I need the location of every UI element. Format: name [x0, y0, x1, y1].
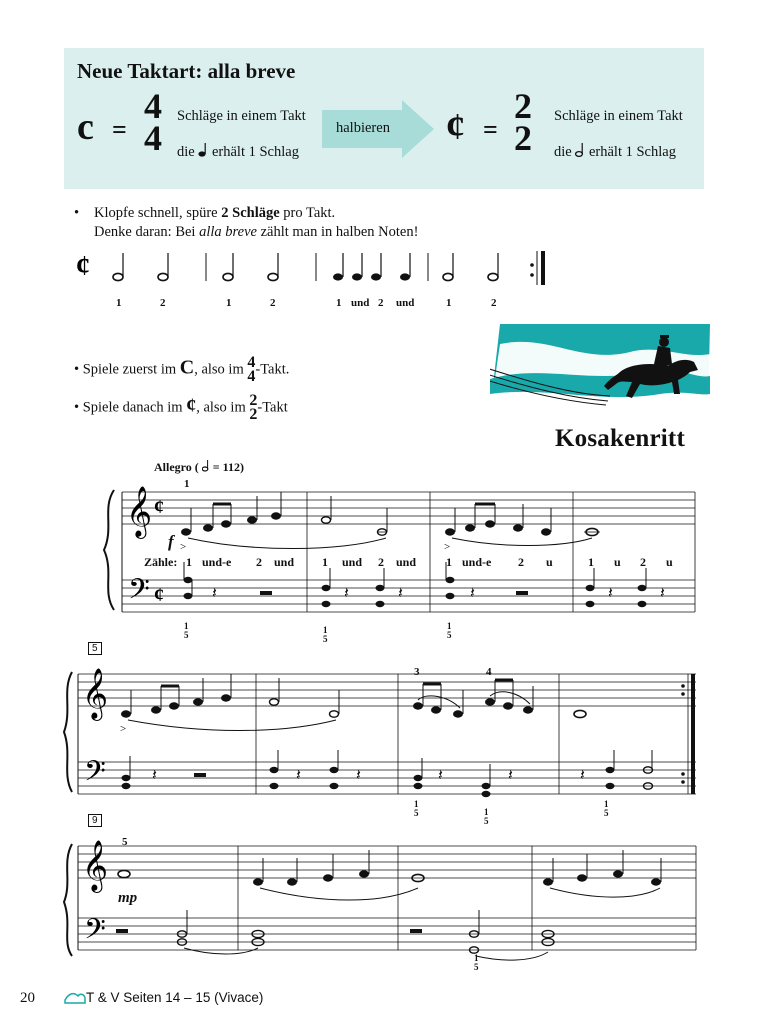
half-note-icon — [575, 142, 585, 158]
counting-row — [144, 555, 177, 570]
common-time-symbol: c — [77, 106, 94, 148]
cv-6: und — [342, 555, 363, 569]
svg-text:𝄽: 𝄽 — [470, 585, 475, 602]
rhythm-cut-time: ¢ — [76, 251, 90, 282]
rhythm-half-1 — [113, 253, 123, 281]
finger-3: 3 — [414, 666, 420, 678]
finger-4: 4 — [486, 666, 492, 678]
svg-text:𝄽: 𝄽 — [356, 767, 361, 784]
instr2-post: zählt man in halben Noten! — [256, 224, 419, 240]
cv-4: und — [274, 555, 295, 569]
svg-text:𝄽: 𝄽 — [438, 767, 443, 784]
svg-text:>: > — [180, 541, 187, 553]
b1-pre: Spiele zuerst im — [82, 361, 177, 378]
svg-text:𝄽: 𝄽 — [508, 767, 513, 784]
equals-sign: = — [112, 115, 127, 144]
rhythm-half-4 — [268, 253, 278, 281]
signature-top-2: 2 — [514, 86, 532, 126]
b2-two-two: 2 2 — [249, 392, 258, 423]
instr1-pre: Klopfe schnell, spüre — [94, 205, 222, 221]
arrow-label: halbieren — [336, 120, 390, 136]
svg-text:>: > — [444, 541, 451, 553]
rc-3: 1 — [226, 297, 232, 309]
svg-text:𝄞: 𝄞 — [82, 669, 109, 718]
signature-bottom-2: 2 — [514, 118, 532, 158]
b2-post: -Takt — [257, 399, 288, 416]
rc-7: 2 — [378, 297, 384, 309]
tempo-marking — [154, 460, 244, 475]
svg-text:𝄞: 𝄞 — [82, 841, 109, 890]
instr2-pre: Denke daran: Bei — [94, 224, 200, 240]
cv-11: 2 — [518, 555, 524, 569]
rhythm-exercise — [70, 245, 560, 295]
cv-12: u — [546, 555, 553, 569]
rc-4: 2 — [270, 297, 276, 309]
finger-stack-5: 1 5 — [484, 807, 489, 826]
rhythm-half-6 — [488, 253, 498, 281]
cv-13: 1 — [588, 555, 594, 569]
rc-10: 2 — [491, 297, 497, 309]
signature-top: 4 — [144, 86, 162, 126]
tempo-half-note-icon — [202, 460, 210, 472]
b1-four-four: 4 4 — [247, 354, 256, 385]
rc-9: 1 — [446, 297, 452, 309]
dynamic-forte: f — [168, 532, 174, 551]
cut-time-symbol: ¢ — [446, 106, 465, 148]
tempo-label: Allegro ( — [154, 460, 199, 474]
finger-stack-2: 1 5 — [323, 625, 328, 644]
cv-8: und — [396, 555, 417, 569]
cv-10: und-e — [462, 555, 492, 569]
svg-text:𝄢: 𝄢 — [84, 915, 106, 952]
rc-6: und — [351, 297, 370, 309]
rhythm-quarter-1 — [333, 253, 343, 281]
cv-16: u — [666, 555, 673, 569]
finger-1: 1 — [184, 478, 190, 490]
instruction-line-2 — [94, 224, 418, 241]
svg-text:𝄽: 𝄽 — [296, 767, 301, 784]
play-first-line: • Spiele zuerst im C, also im 4 4-Takt. — [74, 354, 290, 385]
cv-15: 2 — [640, 555, 646, 569]
svg-text:𝄽: 𝄽 — [660, 585, 665, 602]
beats-text: Schläge in einem Takt — [177, 108, 306, 124]
measure-number-5: 5 — [88, 642, 102, 655]
system-2 — [62, 660, 702, 810]
die-label: die — [177, 144, 195, 160]
die-label-2: die — [554, 144, 572, 160]
cv-14: u — [614, 555, 621, 569]
svg-text:𝄽: 𝄽 — [398, 585, 403, 602]
quarter-note-icon — [198, 142, 208, 158]
svg-text:𝄽: 𝄽 — [344, 585, 349, 602]
four-four-signature — [140, 86, 166, 158]
rhythm-repeat-sign — [530, 251, 545, 285]
cv-9: 1 — [446, 555, 452, 569]
footer-reference: T & V Seiten 14 – 15 (Vivace) — [86, 990, 264, 1005]
rhythm-half-3 — [223, 253, 233, 281]
treble-clef-icon: 𝄞 — [126, 487, 153, 536]
svg-text:𝄢: 𝄢 — [84, 757, 106, 794]
b1-mid: , also im — [194, 361, 244, 378]
half-note-label: erhält 1 Schlag — [588, 144, 676, 160]
cv-1: 1 — [186, 555, 192, 569]
zaehle-label: Zähle: — [144, 555, 178, 569]
two-two-signature — [510, 86, 536, 158]
rhythm-quarter-3 — [371, 253, 381, 281]
rhythm-notes — [113, 251, 545, 285]
b2-cut-symbol: ¢ — [186, 394, 197, 417]
box-title: Neue Taktart: alla breve — [77, 59, 296, 83]
rc-1: 1 — [116, 297, 122, 309]
svg-text:𝄽: 𝄽 — [608, 585, 613, 602]
cv-3: 2 — [256, 555, 262, 569]
beats-text-2: Schläge in einem Takt — [554, 108, 683, 124]
rhythm-quarter-2 — [352, 253, 362, 281]
piece-title: Kosakenritt — [555, 425, 685, 452]
finger-stack-1: 1 5 — [184, 621, 189, 640]
svg-text:¢: ¢ — [154, 496, 164, 518]
companion-book-icon — [64, 991, 86, 1005]
rhythm-half-2 — [158, 253, 168, 281]
bass-clef-icon: 𝄢 — [128, 575, 150, 612]
cv-5: 1 — [322, 555, 328, 569]
instr1-post: pro Takt. — [279, 205, 336, 221]
b1-post: -Takt. — [255, 361, 290, 378]
finger-5: 5 — [122, 836, 128, 848]
finger-stack-4: 1 5 — [414, 799, 419, 818]
svg-text:>: > — [120, 723, 127, 735]
svg-text:¢: ¢ — [154, 584, 164, 606]
tempo-value: = 112) — [212, 460, 244, 474]
finger-stack-6: 1 5 — [604, 799, 609, 818]
finger-stack-7: 1 5 — [474, 953, 479, 972]
equals-sign-2: = — [483, 115, 498, 144]
system-3 — [62, 832, 702, 962]
bullet-dot: • — [74, 205, 80, 221]
finger-stack-3: 1 5 — [447, 621, 452, 640]
instr1-bold: 2 Schläge — [221, 205, 280, 221]
quarter-note-text — [177, 142, 299, 161]
rc-5: 1 — [336, 297, 342, 309]
svg-text:𝄽: 𝄽 — [580, 767, 585, 784]
b2-pre: Spiele danach im — [82, 399, 183, 416]
system-1 — [100, 478, 700, 628]
signature-bottom: 4 — [144, 118, 162, 158]
svg-text:𝄽: 𝄽 — [212, 585, 217, 602]
instr2-italic: alla breve — [199, 224, 257, 240]
b2-mid: , also im — [196, 399, 246, 416]
cv-2: und-e — [202, 555, 232, 569]
rc-8: und — [396, 297, 415, 309]
page-number: 20 — [20, 990, 35, 1006]
dynamic-mezzopiano: mp — [118, 890, 138, 906]
rhythm-half-5 — [443, 253, 453, 281]
rc-2: 2 — [160, 297, 166, 309]
instruction-line-1 — [94, 205, 335, 222]
svg-text:𝄽: 𝄽 — [152, 767, 157, 784]
rhythm-quarter-4 — [400, 253, 410, 281]
play-then-line: • Spiele danach im ¢, also im 2 2-Takt — [74, 392, 288, 423]
quarter-note-label: erhält 1 Schlag — [211, 144, 299, 160]
b1-common-symbol: C — [179, 356, 195, 379]
half-note-text — [554, 142, 676, 161]
measure-number-9: 9 — [88, 814, 102, 827]
cossack-rider-illustration — [490, 324, 710, 412]
cv-7: 2 — [378, 555, 384, 569]
